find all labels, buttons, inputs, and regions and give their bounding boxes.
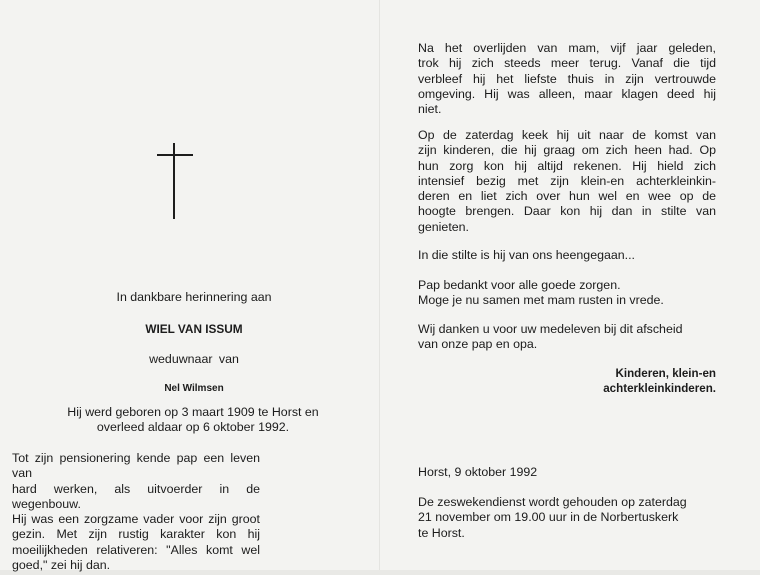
service-paragraph <box>418 495 716 541</box>
text-line: goed," zei hij dan. <box>12 558 111 573</box>
spouse-name: Nel Wilmsen <box>164 383 224 394</box>
text-line: deren en liet zich over hun wel en wee op de <box>418 189 716 204</box>
signature <box>418 366 716 397</box>
text-line: Hij was een zorgzame vader voor zijn groot <box>12 512 260 527</box>
text-line: hard werken, als uitvoerder in de wegenbouw. <box>12 481 260 511</box>
text-line: niet. <box>418 102 442 117</box>
text-line: Na het overlijden van mam, vijf jaar geleden, <box>418 41 716 55</box>
text-line: genieten. <box>418 219 469 234</box>
text-line: Hij werd geboren op 3 maart 1909 te Horst en <box>67 405 319 419</box>
paragraph-1 <box>418 41 716 117</box>
text-line: moeilijkheden relativeren: "Alles komt wel <box>12 542 260 557</box>
paragraph-5 <box>418 322 716 353</box>
paragraph-2 <box>418 128 716 235</box>
text-line: van onze pap en opa. <box>418 337 538 352</box>
text-line: Op de zaterdag keek hij uit naar de komst van <box>418 128 716 142</box>
text-line: 21 november om 19.00 uur in de Norbertuskerk <box>418 510 679 525</box>
text-line: De zeswekendienst wordt gehouden op zaterdag <box>418 495 687 509</box>
text-line: gezin. Met zijn rustig karakter kon hij <box>12 527 260 542</box>
birth-paragraph <box>62 405 324 436</box>
text-line: omgeving. Hij was alleen, maar klagen deed hij <box>418 86 716 101</box>
text-line: Moge je nu samen met mam rusten in vrede. <box>418 293 664 308</box>
text-line: zijn kinderen, die hij graag om zich heen had. Op <box>418 143 716 158</box>
text-line: Kinderen, klein-en <box>615 367 716 380</box>
cross-icon <box>157 143 193 219</box>
intro-text: In dankbare herinnering aan <box>116 290 272 304</box>
text-line: te Horst. <box>418 525 465 540</box>
text-line: verbleef hij het liefste thuis in zijn vertrouwde <box>418 71 716 86</box>
deceased-name: WIEL VAN ISSUM <box>145 322 243 336</box>
text-line: Pap bedankt voor alle goede zorgen. <box>418 278 621 292</box>
place-date: Horst, 9 oktober 1992 <box>418 465 538 479</box>
paragraph-4 <box>418 278 716 309</box>
text-line: Tot zijn pensionering kende pap een leven van <box>12 451 260 481</box>
text-line: Wij danken u voor uw medeleven bij dit afscheid <box>418 322 683 336</box>
life-paragraph <box>12 451 260 573</box>
text-line: trok hij zich steeds meer terug. Vanaf die tijd <box>418 56 716 71</box>
text-line: hoogte brengen. Daar kon hij dan in stilte van <box>418 204 716 219</box>
text-line: overleed aldaar op 6 oktober 1992. <box>96 420 290 435</box>
text-line: intensief bezig met zijn klein-en achterkleinkin- <box>418 173 716 188</box>
text-line: achterkleinkinderen. <box>603 382 716 396</box>
card-fold-line <box>379 0 380 575</box>
relation-text: weduwnaar van <box>149 352 239 366</box>
paragraph-3: In die stilte is hij van ons heengegaan... <box>418 248 635 262</box>
text-line: hun zorg kon hij altijd rekenen. Hij hield zich <box>418 158 716 173</box>
